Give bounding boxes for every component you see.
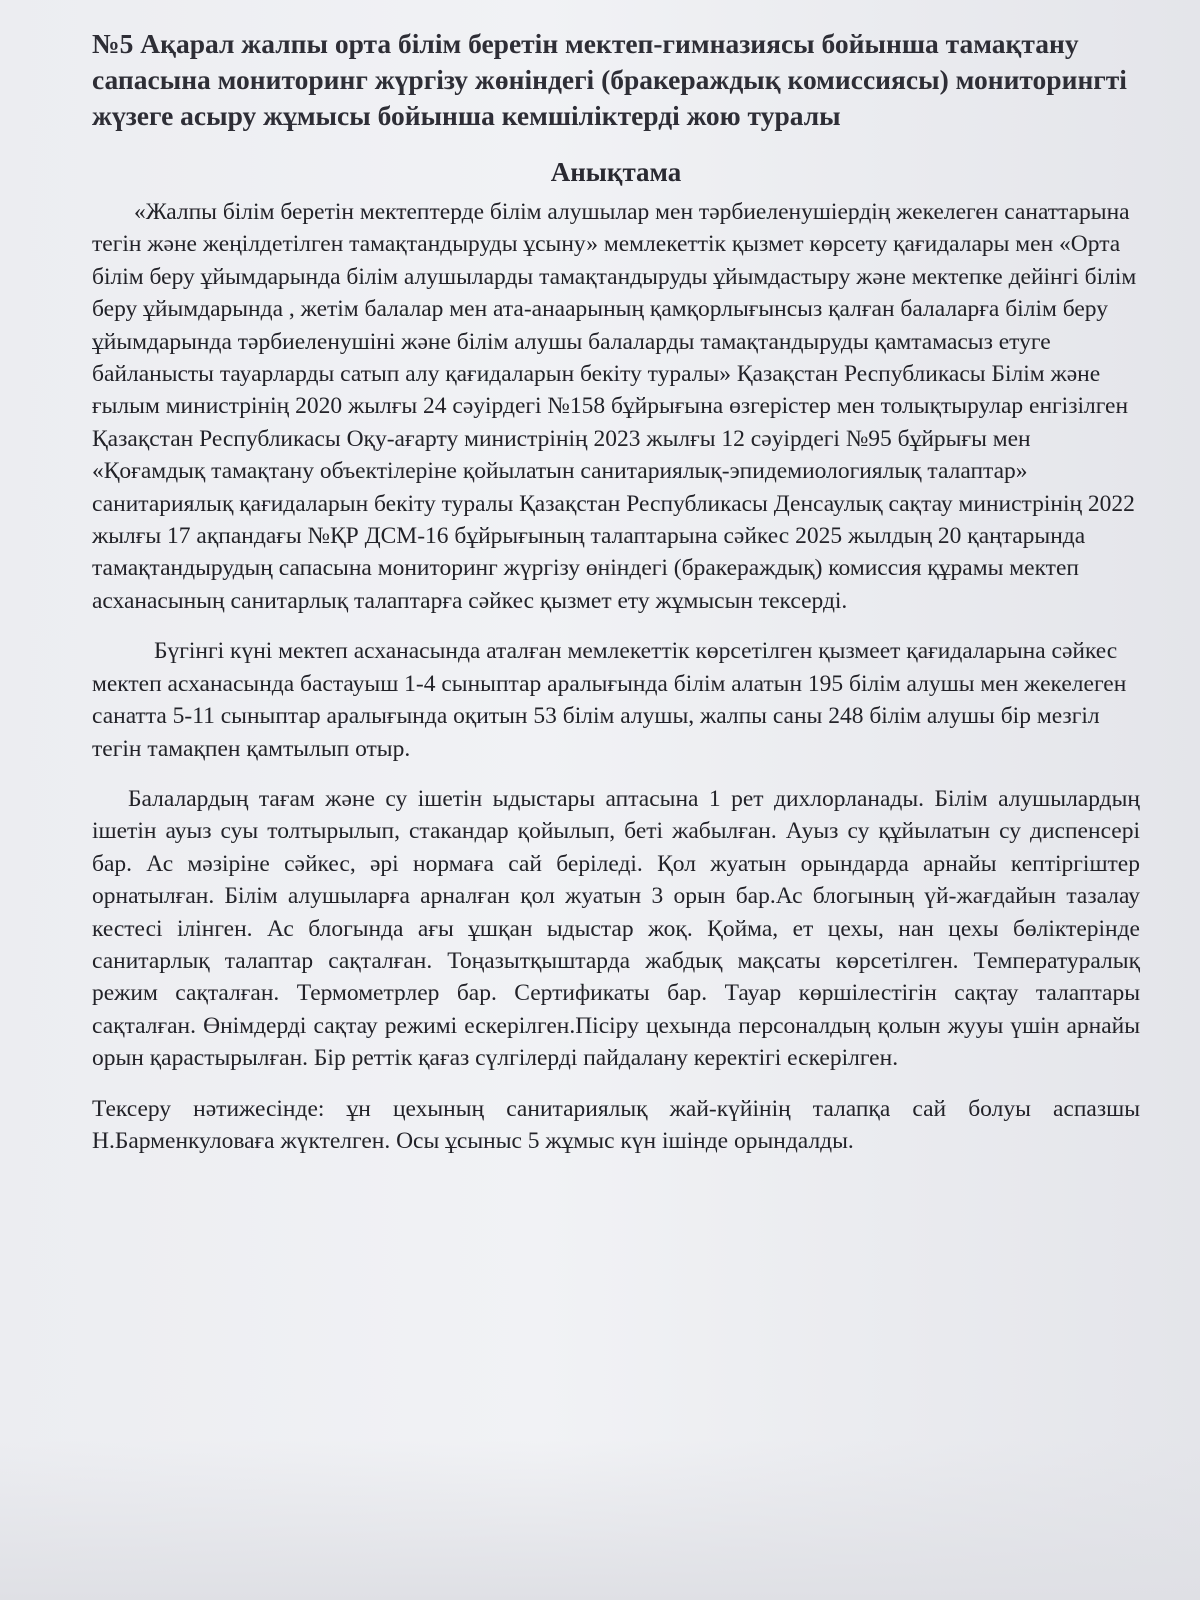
- paragraph-inspection-findings: Балалардың тағам және су ішетін ыдыстары аптасына 1 рет дихлорланады. Білім алушылардың ішетін ауыз суы толтырылып, стакандар қойылып, беті жабылған. Ауыз су құйылатын су диспенсері бар. Ас мәзіріне сәйкес, әрі нормаға сай беріледі. Қол жуатын орындарда арнайы кептіргіштер орнатылған. Білім алушыларға арналған қол жуатын 3 орын бар.Ас блогының үй-жағдайын тазалау кестесі ілінген. Ас блогында ағы ұшқан ыдыстар жоқ. Қойма, ет цехы, нан цехы бөліктерінде санитарлық талаптар сақталған. Тоңазытқыштарда жабдық мақсаты көрсетілген. Температуралық режим сақталған. Термометрлер бар. Сертификаты бар. Тауар көршілестігін сақтау талаптары сақталған. Өнімдерді сақтау режимі ескерілген.Пісіру цехында персоналдың қолын жууы үшін арнайы орын қарастырылған. Бір реттік қағаз сүлгілерді пайдалану керектігі ескерілген.: [92, 785, 1140, 1072]
- paragraph-conclusion: Тексеру нәтижесінде: ұн цехының санитариялық жай-күйінің талапқа сай болуы аспазшы Н.Барменкуловаға жүктелген. Осы ұсыныс 5 жұмыс күн ішінде орындалды.: [92, 1095, 1140, 1154]
- paragraph-student-coverage: Бүгінгі күні мектеп асханасында аталған мемлекеттік көрсетілген қызмеет қағидаларына сәйкес мектеп асханасында бастауыш 1-4 сыныптар аралығында білім алатын 195 білім алушы мен жекелеген санатта 5-11 сыныптар аралығында оқитын 53 білім алушы, жалпы саны 248 білім алушы бір мезгіл тегін тамақпен қамтылып отыр.: [92, 638, 1127, 762]
- document-title: №5 Ақарал жалпы орта білім беретін мектеп-гимназиясы бойынша тамақтану сапасына мониторинг жүргізу жөніндегі (бракераждық комиссиясы) мониторингті жүзеге асыру жұмысы бойынша кемшіліктерді жою туралы: [92, 28, 1127, 131]
- paragraph-legal-basis: «Жалпы білім беретін мектептерде білім алушылар мен тәрбиеленушіердің жекелеген санаттарына тегін және жеңілдетілген тамақтандыруды ұсыну» мемлекеттік қызмет көрсету қағидалары мен «Орта білім беру ұйымдарында білім алушыларды тамақтандыруды ұйымдастыру және мектепке дейінгі білім беру ұйымдарында , жетім балалар мен ата-анаарының қамқорлығынсыз қалған балаларға білім беру ұйымдарында тәрбиеленушіні және білім алушы балаларды тамақтандыруды қамтамасыз етуге байланысты тауарларды сатып алу қағидаларын бекіту туралы» Қазақстан Республикасы Білім және ғылым министрінің 2020 жылғы 24 сәуірдегі №158 бұйрығына өзгерістер мен толықтырулар енгізілген Қазақстан Республикасы Оқу-ағарту министрінің 2023 жылғы 12 сәуірдегі №95 бұйрығы мен «Қоғамдық тамақтану объектілеріне қойылатын санитариялық-эпидемиологиялық талаптар» санитариялық қағидаларын бекіту туралы Қазақстан Республикасы Денсаулық сақтау министрінің 2022 жылғы 17 ақпандағы №ҚР ДСМ-16 бұйрығының талаптарына сәйкес 2025 жылдың 20 қаңтарында тамақтандырудың сапасына мониторинг жүргізу өніндегі (бракераждық) комиссия құрамы мектеп асханасының санитарлық талаптарға сәйкес қызмет ету жұмысын тексерді.: [92, 199, 1137, 614]
- document-heading: Анықтама: [550, 157, 682, 187]
